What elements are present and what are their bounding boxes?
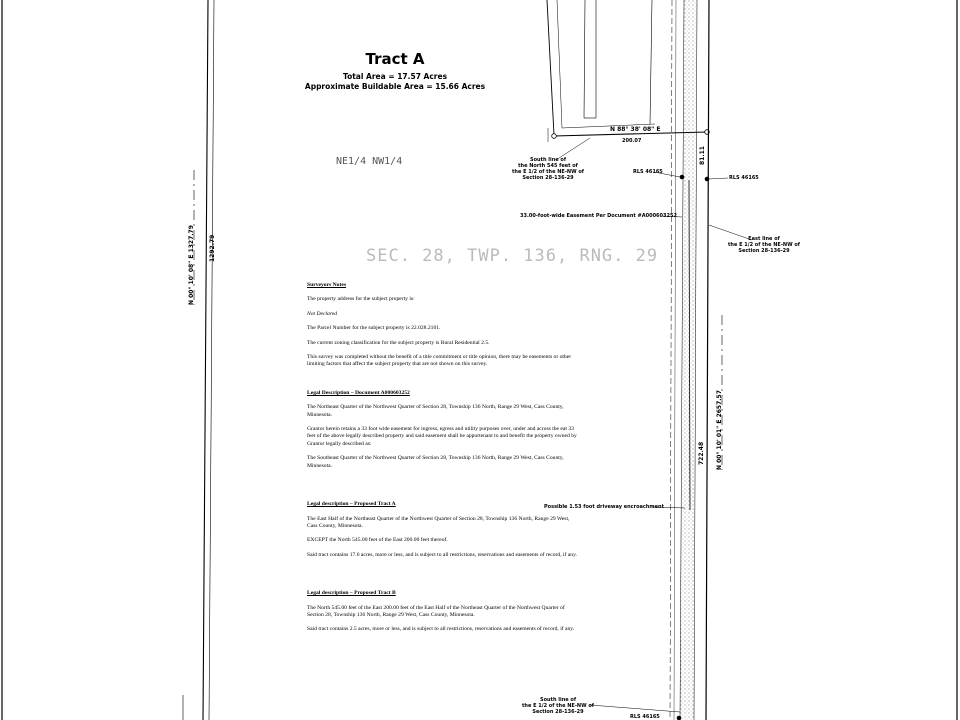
address-line: The property address for the subject property is: [307,296,415,303]
surveyors-notes-heading: Surveyors Notes [307,282,346,288]
zoning-line: The current zoning classification for the subject property is Rural Residential 2.5. [307,339,490,346]
legal-doc-p3: The Southeast Quarter of the Northwest Quarter of Section 28, Township 136 North, Range 29 West, Cass County, Minnesota. [307,455,564,469]
west-distance: 1292.79 [209,234,216,262]
rls-right: RLS 46165 [729,175,759,181]
survey-line: This survey was completed without the benefit of a title commitment or title opinion, there may be easements or other limiting factors that affect the subject property that are not shown on this survey. [307,354,572,368]
top-bearing: N 88° 38' 08" E [610,126,661,133]
east-boundary-line [706,0,709,720]
rls-bottom: RLS 46165 [630,714,660,720]
notes-block [307,282,577,641]
south-line-top-callout: South line of the North 545 feet of the E 1/2 of the NE-NW of Section 28-136-29 [512,157,584,181]
tract-a-p3: Said tract contains 17.6 acres, more or less, and is subject to all restrictions, reservations and easements of record, if any. [307,551,577,558]
legal-doc-heading: Legal Description – Document A000603252 [307,389,410,396]
east-bearing: N 00° 10' 01" E 2657.57 [716,390,723,470]
legal-doc-p1: The Northeast Quarter of the Northwest Quarter of Section 28, Township 136 North, Range 29 West, Cass County, Minnesota. [307,404,564,418]
tract-a-p2: EXCEPT the North 545.00 feet of the East 200.00 feet thereof. [307,537,448,544]
not-declared: Not Declared [307,310,338,317]
tract-title: Tract A [365,50,425,68]
tract-a-p1: The East Half of the Northeast Quarter of the Northwest Quarter of Section 28, Township 136 North, Range 29 West, Cass County, Minnesota. [307,515,570,529]
encroachment-callout: Possible 1.53 foot driveway encroachment [544,504,664,510]
west-bearing: N 00° 10' 08" E 1327.79 [188,225,195,305]
tract-b-p1: The North 545.00 feet of the East 200.00 feet of the East Half of the Northeast Quarter of the Northwest Quarter of Section 28, Township 136 North, Range 29 West, Cass County, Minnesota. [307,604,565,618]
quarter-label: NE1/4 NW1/4 [336,156,403,167]
west-boundary-line [203,0,208,720]
east-distance: 722.48 [698,441,705,465]
legal-doc-p2: Grantor herein retains a 33 foot wide easement for ingress, egress and utility purposes over, under and across the eat 33 feet of the above legally described property and said easement shall be appurtenant to and benefit the property owned by Grantor legally described as: [307,426,577,447]
parcel-line: The Parcel Number for the subject property is 22.028.2101. [307,325,441,332]
tract-b-p2: Said tract contains 2.5 acres, more or less, and is subject to all restrictions, reservations and easements of record, if any. [307,626,575,633]
buildable-area: Approximate Buildable Area = 15.66 Acres [304,82,486,91]
easement-callout: 33.00-foot-wide Easement Per Document #A000603252 [520,213,677,219]
tract-b-heading: Legal description – Proposed Tract B [307,590,396,597]
total-area: Total Area = 17.57 Acres [342,72,448,81]
rls-left: RLS 46165 [633,169,663,175]
top-distance: 200.07 [622,138,642,144]
south-line-bottom-callout: South line of the E 1/2 of the NE-NW of Section 28-136-29 [522,697,594,715]
east-distance-top: 81.11 [699,146,706,165]
tract-a-heading: Legal description – Proposed Tract A [307,501,396,508]
section-label: SEC. 28, TWP. 136, RNG. 29 [366,246,659,266]
east-line-callout: East line of the E 1/2 of the NE-NW of Section 28-136-29 [728,236,800,254]
